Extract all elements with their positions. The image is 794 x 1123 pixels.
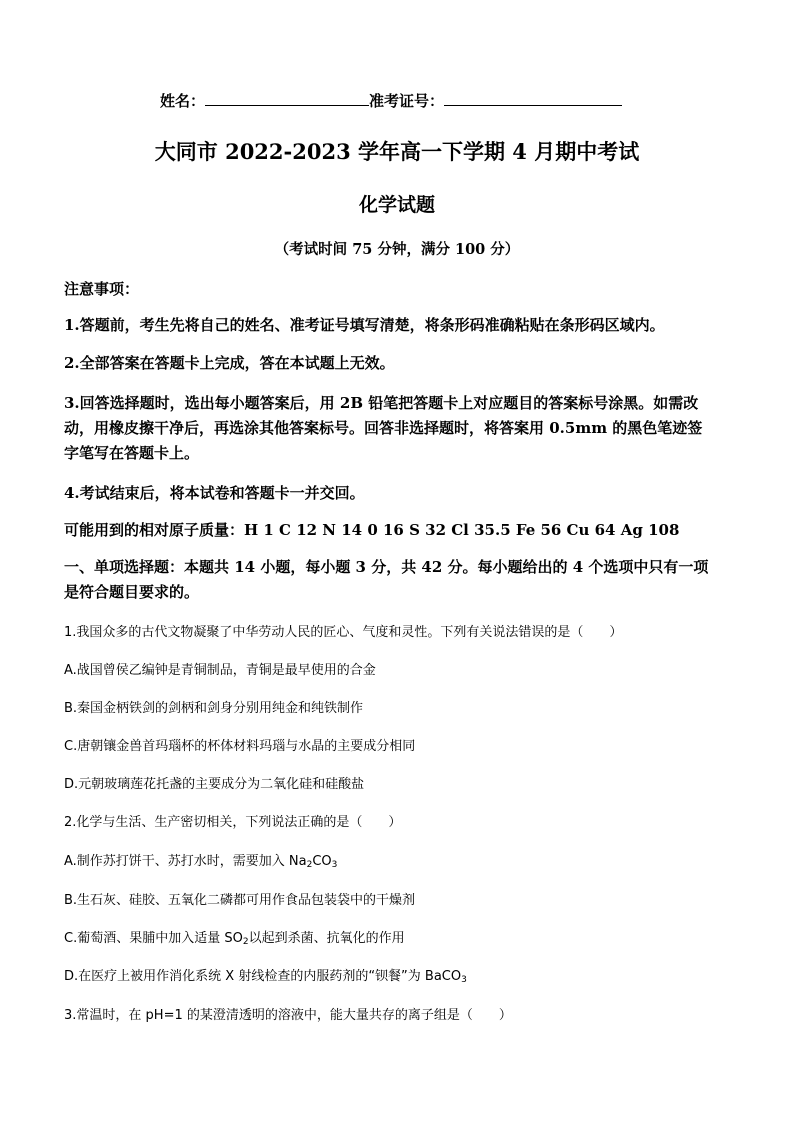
question-2-stem: 2.化学与生活、生产密切相关，下列说法正确的是（ ） bbox=[64, 815, 402, 830]
notice-item-2: 2.全部答案在答题卡上完成，答在本试题上无效。 bbox=[64, 354, 395, 372]
question-2-option-d bbox=[64, 965, 734, 984]
candidate-header bbox=[160, 90, 734, 111]
exam-id-blank[interactable] bbox=[444, 91, 622, 106]
name-blank[interactable] bbox=[205, 91, 369, 106]
atomic-masses: 可能用到的相对原子质量：H 1 C 12 N 14 0 16 S 32 Cl 35.5 Fe 56 Cu 64 Ag 108 bbox=[64, 521, 680, 539]
section-1-heading-cont: 是符合题目要求的。 bbox=[64, 583, 200, 601]
q2-d-text: D.在医疗上被用作消化系统 X 射线检查的内服药剂的“钡餐”为 BaCO bbox=[64, 969, 462, 984]
section-1-heading: 一、单项选择题：本题共 14 小题，每小题 3 分，共 42 分。每小题给出的 4 个选项中只有一项 bbox=[64, 558, 709, 576]
notice-item-1: 1.答题前，考生先将自己的姓名、准考证号填写清楚，将条形码准确粘贴在条形码区域内。 bbox=[64, 316, 665, 334]
q2-a-sub1: 2 bbox=[306, 860, 313, 870]
exam-title: 大同市 2022-2023 学年高一下学期 4 月期中考试 bbox=[154, 139, 640, 164]
question-1-stem: 1.我国众多的古代文物凝聚了中华劳动人民的匠心、气度和灵性。下列有关说法错误的是（ ） bbox=[64, 625, 623, 640]
question-1-option-a: A.战国曾侯乙编钟是青铜制品，青铜是最早使用的合金 bbox=[64, 663, 376, 678]
exam-subject: 化学试题 bbox=[358, 194, 435, 216]
question-2-option-c bbox=[64, 927, 734, 946]
question-1-option-b: B.秦国金柄铁剑的剑柄和剑身分别用纯金和纯铁制作 bbox=[64, 701, 364, 716]
notice-heading: 注意事项： bbox=[64, 280, 140, 298]
exam-time-note: （考试时间 75 分钟，满分 100 分） bbox=[274, 241, 520, 258]
notice-item-3-end: 字笔写在答题卡上。 bbox=[64, 444, 200, 462]
question-2-option-b: B.生石灰、硅胶、五氧化二磷都可用作食品包装袋中的干燥剂 bbox=[64, 893, 416, 908]
exam-id-label: 准考证号： bbox=[369, 92, 445, 110]
q2-c-text: C.葡萄酒、果脯中加入适量 SO bbox=[64, 931, 243, 946]
q2-a-sub2: 3 bbox=[331, 860, 338, 870]
q2-d-sub: 3 bbox=[461, 975, 467, 985]
question-3-stem: 3.常温时，在 pH=1 的某澄清透明的溶液中，能大量共存的离子组是（ ） bbox=[64, 1008, 512, 1023]
notice-item-4: 4.考试结束后，将本试卷和答题卡一并交回。 bbox=[64, 484, 365, 502]
q2-a-mid: CO bbox=[312, 854, 332, 869]
q2-c-sub: 2 bbox=[242, 937, 249, 947]
name-label: 姓名： bbox=[160, 92, 206, 110]
question-1-option-d: D.元朝玻璃莲花托盏的主要成分为二氧化硅和硅酸盐 bbox=[64, 777, 365, 792]
q2-a-text: A.制作苏打饼干、苏打水时，需要加入 Na bbox=[64, 854, 307, 869]
q2-c-post: 以起到杀菌、抗氧化的作用 bbox=[248, 931, 405, 946]
notice-item-3: 3.回答选择题时，选出每小题答案后，用 2B 铅笔把答题卡上对应题目的答案标号涂黑。如需改 bbox=[64, 394, 699, 412]
notice-item-3-cont: 动，用橡皮擦干净后，再选涂其他答案标号。回答非选择题时，将答案用 0.5mm 的黑色笔迹签 bbox=[64, 419, 703, 437]
question-1-option-c: C.唐朝镶金兽首玛瑙杯的杯体材料玛瑙与水晶的主要成分相同 bbox=[64, 739, 416, 754]
question-2-option-a bbox=[64, 850, 734, 869]
